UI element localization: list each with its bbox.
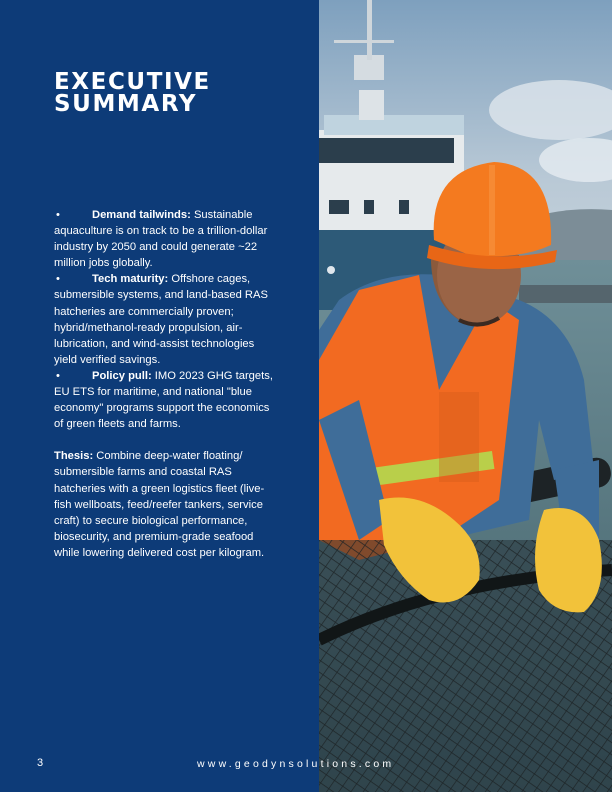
- title-line-2: SUMMARY: [54, 91, 198, 117]
- bullet-text: IMO 2023 GHG targets, EU ETS for maritime, and national "blue economy" programs support the economics of green fleets and farms.: [54, 369, 273, 431]
- bullet-tech: [54, 271, 276, 368]
- thesis-text: Combine deep-water floating/ submersible farms and coastal RAS hatcheries with a green logistics fleet (live-fish wellboats, feed/reefer tankers, service craft) to secure biological performance, biosecurity, and premium-grade seafood while lowering delivered cost per kilogram.: [54, 450, 265, 559]
- website-url: www.geodynsolutions.com: [197, 758, 395, 770]
- page-title: [54, 71, 211, 115]
- bullet-marker: •: [56, 369, 60, 382]
- bullet-label: Tech maturity:: [92, 273, 169, 286]
- page-number: 3: [37, 757, 44, 769]
- bullet-marker: •: [56, 209, 60, 221]
- thesis-paragraph: [54, 448, 276, 561]
- bullet-policy: [54, 368, 276, 432]
- title-line-1: EXECUTIVE: [54, 69, 211, 95]
- bullet-marker: •: [56, 273, 60, 286]
- bullet-text: Offshore cages, submersible systems, and land-based RAS hatcheries are commercially proven; hybrid/methanol-ready propulsion, air-lubrication, and wind-assist technologies yield verified savings.: [54, 273, 268, 366]
- bullet-text: Sustainable aquaculture is on track to be a trillion-dollar industry by 2050 and could generate ~22 million jobs globally.: [54, 209, 268, 270]
- worker-on-fish-farm-photo: [319, 0, 612, 792]
- bullet-label: Demand tailwinds:: [92, 209, 191, 221]
- paragraph-gap: [54, 432, 276, 448]
- photo-illustration: [319, 0, 612, 792]
- thesis-label: Thesis:: [54, 450, 94, 463]
- summary-body: [54, 207, 276, 561]
- pier: [519, 285, 612, 303]
- bullet-demand: [54, 207, 276, 271]
- bullet-label: Policy pull:: [92, 369, 152, 382]
